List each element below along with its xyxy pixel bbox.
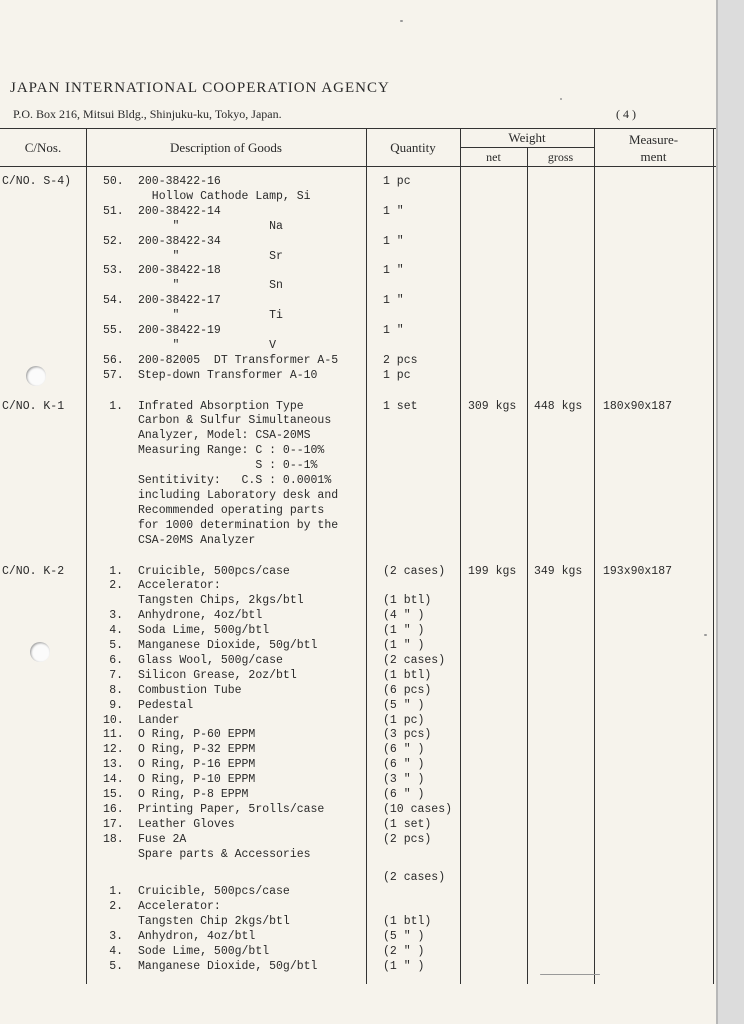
cell-gross-weight: 448 kgs [534,400,583,413]
header-quantity: Quantity [390,140,436,155]
cell-description: O Ring, P-16 EPPM [138,758,256,771]
cell-description: including Laboratory desk and [138,489,339,502]
col-divider-net [527,147,528,984]
cell-measurement: 193x90x187 [603,565,673,578]
col-divider-qty [460,128,461,984]
cell-description: " Sr [138,250,283,263]
punch-hole-top [26,366,46,386]
cell-description: 200-38422-17 [138,294,221,307]
cell-quantity: (6 pcs) [383,684,432,697]
cell-item-number: 14. [103,773,124,786]
cell-description: Manganese Dioxide, 50g/btl [138,639,318,652]
cell-cno: C/NO. S-4) [2,175,72,188]
cell-item-number: 7. [109,669,123,682]
cell-quantity: (4 " ) [383,609,425,622]
cell-description: 200-38422-16 [138,175,221,188]
cell-quantity: (1 " ) [383,624,425,637]
cell-cno: C/NO. K-2 [2,565,65,578]
cell-gross-weight: 349 kgs [534,565,583,578]
cell-item-number: 53. [103,264,124,277]
cell-item-number: 10. [103,714,124,727]
cell-description: Measuring Range: C : 0--10% [138,444,325,457]
cell-quantity: (1 set) [383,818,432,831]
cell-quantity: (2 cases) [383,871,446,884]
cell-description: Tangsten Chips, 2kgs/btl [138,594,304,607]
cell-description: Hollow Cathode Lamp, Si [138,190,311,203]
cell-description: " Ti [138,309,283,322]
cell-description: Fuse 2A [138,833,187,846]
cell-item-number: 2. [109,579,123,592]
cell-item-number: 55. [103,324,124,337]
cell-quantity: (2 pcs) [383,833,432,846]
cell-quantity: (5 " ) [383,930,425,943]
col-divider-desc [366,128,367,984]
cell-item-number: 17. [103,818,124,831]
cell-net-weight: 199 kgs [468,565,517,578]
cell-description: 200-82005 DT Transformer A-5 [138,354,339,367]
cell-item-number: 52. [103,235,124,248]
cell-description: Anhydrone, 4oz/btl [138,609,263,622]
scan-edge [716,0,744,1024]
page-edge-line [716,0,718,1024]
cell-item-number: 50. [103,175,124,188]
cell-quantity: (2 " ) [383,945,425,958]
cell-description: " V [138,339,277,352]
cell-quantity: (1 btl) [383,594,432,607]
cell-item-number: 16. [103,803,124,816]
cell-description: 200-38422-19 [138,324,221,337]
cell-item-number: 15. [103,788,124,801]
cell-item-number: 54. [103,294,124,307]
cell-quantity: 1 pc [383,369,411,382]
cell-quantity: (10 cases) [383,803,453,816]
cell-quantity: (2 cases) [383,565,446,578]
cell-description: Silicon Grease, 2oz/btl [138,669,297,682]
cell-item-number: 1. [109,885,123,898]
cell-quantity: 1 " [383,264,404,277]
cell-item-number: 13. [103,758,124,771]
cell-description: O Ring, P-8 EPPM [138,788,249,801]
cell-description: Accelerator: [138,900,221,913]
cell-description: Combustion Tube [138,684,242,697]
cell-quantity: (1 btl) [383,669,432,682]
cell-description: Recommended operating parts [138,504,325,517]
cell-item-number: 4. [109,624,123,637]
cell-item-number: 57. [103,369,124,382]
cell-description: 200-38422-14 [138,205,221,218]
cell-description: O Ring, P-10 EPPM [138,773,256,786]
cell-description: Sode Lime, 500g/btl [138,945,270,958]
header-cnos: C/Nos. [24,140,62,155]
scan-speck [540,974,600,975]
cell-description: Leather Gloves [138,818,235,831]
punch-hole-bottom [30,642,50,662]
cell-item-number: 2. [109,900,123,913]
col-divider-right [713,128,714,984]
table-header-rule [0,166,716,167]
cell-quantity: 1 " [383,235,404,248]
cell-description: Analyzer, Model: CSA-20MS [138,429,311,442]
cell-quantity: (6 " ) [383,743,425,756]
cell-description: Accelerator: [138,579,221,592]
cell-quantity: (2 cases) [383,654,446,667]
scan-speck [704,634,707,636]
cell-description: Step-down Transformer A-10 [138,369,318,382]
cell-quantity: (1 " ) [383,960,425,973]
cell-item-number: 8. [109,684,123,697]
cell-description: Cruicible, 500pcs/case [138,885,290,898]
cell-description: Tangsten Chip 2kgs/btl [138,915,290,928]
cell-measurement: 180x90x187 [603,400,673,413]
cell-quantity: 2 pcs [383,354,418,367]
cell-description: 200-38422-34 [138,235,221,248]
header-gross: gross [547,150,574,164]
cell-cno: C/NO. K-1 [2,400,65,413]
cell-description: Manganese Dioxide, 50g/btl [138,960,318,973]
cell-item-number: 9. [109,699,123,712]
cell-item-number: 3. [109,609,123,622]
cell-item-number: 56. [103,354,124,367]
cell-quantity: 1 " [383,205,404,218]
header-measurement-line2: ment [640,149,667,164]
scan-speck [560,98,562,100]
cell-item-number: 6. [109,654,123,667]
cell-description: Lander [138,714,180,727]
cell-description: Soda Lime, 500g/btl [138,624,270,637]
col-divider-cnos [86,128,87,984]
cell-quantity: 1 set [383,400,418,413]
cell-description: 200-38422-18 [138,264,221,277]
cell-description: Anhydron, 4oz/btl [138,930,256,943]
scan-speck [400,20,403,22]
cell-item-number: 18. [103,833,124,846]
cell-quantity: (3 " ) [383,773,425,786]
header-measurement-line1: Measure- [628,132,679,147]
cell-description: " Sn [138,279,283,292]
cell-item-number: 1. [109,565,123,578]
agency-address: P.O. Box 216, Mitsui Bldg., Shinjuku-ku, Tokyo, Japan. [13,107,282,121]
cell-description: Spare parts & Accessories [138,848,311,861]
header-net: net [486,150,501,164]
cell-item-number: 1. [109,400,123,413]
cell-description: " Na [138,220,283,233]
cell-net-weight: 309 kgs [468,400,517,413]
cell-description: Sentitivity: C.S : 0.0001% [138,474,332,487]
cell-description: O Ring, P-32 EPPM [138,743,256,756]
cell-description: Carbon & Sulfur Simultaneous [138,414,332,427]
cell-description: Pedestal [138,699,194,712]
cell-description: Glass Wool, 500g/case [138,654,283,667]
cell-description: Cruicible, 500pcs/case [138,565,290,578]
cell-quantity: (3 pcs) [383,728,432,741]
cell-quantity: (1 btl) [383,915,432,928]
cell-item-number: 4. [109,945,123,958]
cell-description: Printing Paper, 5rolls/case [138,803,325,816]
cell-quantity: (6 " ) [383,788,425,801]
agency-name: JAPAN INTERNATIONAL COOPERATION AGENCY [10,80,390,96]
header-weight: Weight [508,130,546,145]
header-description: Description of Goods [170,140,282,155]
cell-quantity: 1 pc [383,175,411,188]
cell-item-number: 5. [109,960,123,973]
cell-item-number: 12. [103,743,124,756]
cell-quantity: 1 " [383,324,404,337]
cell-item-number: 3. [109,930,123,943]
cell-quantity: 1 " [383,294,404,307]
cell-description: Infrated Absorption Type [138,400,304,413]
col-divider-gross [594,128,595,984]
cell-description: CSA-20MS Analyzer [138,534,256,547]
cell-quantity: (1 pc) [383,714,425,727]
cell-item-number: 51. [103,205,124,218]
cell-item-number: 11. [103,728,124,741]
cell-quantity: (1 " ) [383,639,425,652]
cell-quantity: (6 " ) [383,758,425,771]
cell-quantity: (5 " ) [383,699,425,712]
cell-description: for 1000 determination by the [138,519,339,532]
table-top-rule [0,128,716,129]
cell-description: O Ring, P-60 EPPM [138,728,256,741]
cell-item-number: 5. [109,639,123,652]
cell-description: S : 0--1% [138,459,318,472]
page-number: ( 4 ) [616,107,636,121]
